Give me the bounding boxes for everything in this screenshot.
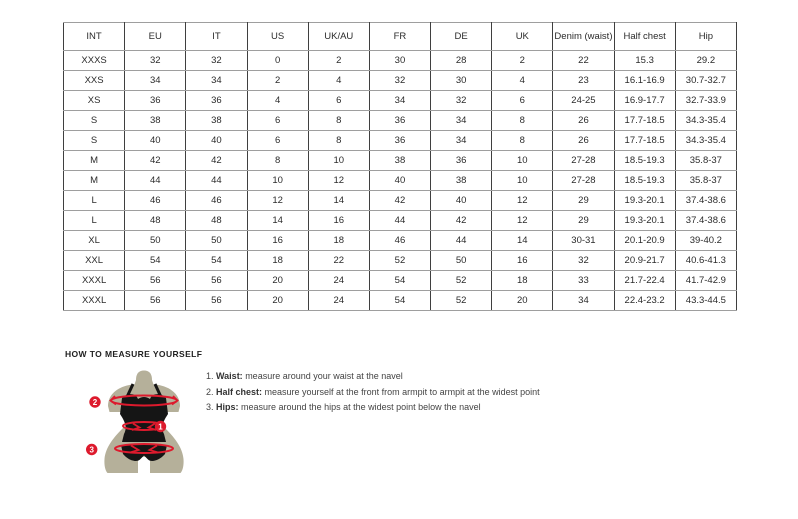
size-table-cell: 36 xyxy=(369,131,430,151)
measure-step-number: 2. xyxy=(206,386,217,397)
measure-step xyxy=(206,402,540,412)
size-table-cell: 40 xyxy=(431,191,492,211)
svg-text:2: 2 xyxy=(92,397,98,407)
size-table-cell: 42 xyxy=(125,151,186,171)
size-table-cell: XXL xyxy=(64,251,125,271)
size-table-row xyxy=(64,91,737,111)
measure-step xyxy=(206,371,540,381)
size-table-cell: 14 xyxy=(247,211,308,231)
size-table-cell: 52 xyxy=(431,271,492,291)
measurement-figure xyxy=(86,369,200,479)
size-table-cell: 6 xyxy=(492,91,553,111)
size-table-cell: 27-28 xyxy=(553,151,614,171)
size-table-cell: 34.3-35.4 xyxy=(675,131,736,151)
size-table-column-header: UK xyxy=(492,23,553,51)
size-table-cell: 42 xyxy=(186,151,247,171)
size-table-cell: 34 xyxy=(186,71,247,91)
size-table-row xyxy=(64,211,737,231)
size-table-column-header: IT xyxy=(186,23,247,51)
size-table-cell: 40 xyxy=(186,131,247,151)
size-table-cell: 21.7-22.4 xyxy=(614,271,675,291)
measure-step-term: Waist: xyxy=(216,371,243,381)
size-table-cell: 20.9-21.7 xyxy=(614,251,675,271)
size-table-row xyxy=(64,151,737,171)
size-table-cell: 16 xyxy=(492,251,553,271)
size-table-cell: 29.2 xyxy=(675,51,736,71)
size-table-cell: 8 xyxy=(247,151,308,171)
size-table-cell: 36 xyxy=(125,91,186,111)
size-table-cell: 12 xyxy=(308,171,369,191)
size-table-cell: 34 xyxy=(431,111,492,131)
size-conversion-table-container xyxy=(63,22,737,311)
size-table-column-header: DE xyxy=(431,23,492,51)
size-table-row xyxy=(64,251,737,271)
size-table-cell: 22 xyxy=(308,251,369,271)
badge-half-chest xyxy=(89,396,100,407)
size-table-cell: 14 xyxy=(308,191,369,211)
size-table-cell: 24 xyxy=(308,271,369,291)
size-table-header-row xyxy=(64,23,737,51)
size-table-cell: 32 xyxy=(369,71,430,91)
size-table-cell: 32 xyxy=(186,51,247,71)
size-table-cell: 32.7-33.9 xyxy=(675,91,736,111)
size-table-column-header: Hip xyxy=(675,23,736,51)
measure-step-term: Hips: xyxy=(216,402,239,412)
size-table-cell: 56 xyxy=(186,271,247,291)
size-table-cell: 17.7-18.5 xyxy=(614,131,675,151)
size-table-cell: 20.1-20.9 xyxy=(614,231,675,251)
size-table-cell: 46 xyxy=(186,191,247,211)
size-table-cell: 42 xyxy=(431,211,492,231)
size-table-cell: 4 xyxy=(492,71,553,91)
size-table-cell: S xyxy=(64,131,125,151)
size-table-cell: 6 xyxy=(247,111,308,131)
size-table-cell: 20 xyxy=(492,291,553,311)
size-table-cell: 2 xyxy=(247,71,308,91)
size-table-cell: 29 xyxy=(553,191,614,211)
size-table-cell: 24-25 xyxy=(553,91,614,111)
size-table-cell: 24 xyxy=(308,291,369,311)
size-table-cell: 32 xyxy=(553,251,614,271)
size-table-cell: 38 xyxy=(125,111,186,131)
size-table-cell: 54 xyxy=(369,271,430,291)
size-table-cell: 12 xyxy=(247,191,308,211)
size-table-cell: 6 xyxy=(308,91,369,111)
svg-text:1: 1 xyxy=(158,422,163,432)
size-table-cell: 50 xyxy=(431,251,492,271)
size-table-cell: XXXL xyxy=(64,271,125,291)
size-table-cell: 8 xyxy=(308,111,369,131)
size-table-row xyxy=(64,131,737,151)
size-conversion-table xyxy=(63,22,737,311)
size-table-cell: 44 xyxy=(431,231,492,251)
size-table-cell: 16.1-16.9 xyxy=(614,71,675,91)
size-table-cell: 34 xyxy=(553,291,614,311)
size-table-row xyxy=(64,191,737,211)
size-table-column-header: EU xyxy=(125,23,186,51)
size-table-cell: 34.3-35.4 xyxy=(675,111,736,131)
size-table-cell: 50 xyxy=(125,231,186,251)
size-table-cell: 34 xyxy=(369,91,430,111)
size-table-cell: 50 xyxy=(186,231,247,251)
size-table-cell: 35.8-37 xyxy=(675,171,736,191)
badge-hips xyxy=(86,444,97,455)
size-table-cell: 8 xyxy=(492,111,553,131)
size-table-cell: S xyxy=(64,111,125,131)
size-table-column-header: US xyxy=(247,23,308,51)
size-table-row xyxy=(64,231,737,251)
size-table-cell: 41.7-42.9 xyxy=(675,271,736,291)
size-table-cell: 54 xyxy=(125,251,186,271)
size-table-cell: 36 xyxy=(431,151,492,171)
size-table-cell: 4 xyxy=(247,91,308,111)
size-table-cell: XXXL xyxy=(64,291,125,311)
size-table-cell: 32 xyxy=(125,51,186,71)
size-table-cell: 12 xyxy=(492,191,553,211)
size-table-cell: 30-31 xyxy=(553,231,614,251)
size-table-cell: 15.3 xyxy=(614,51,675,71)
size-table-cell: 39-40.2 xyxy=(675,231,736,251)
size-table-cell: 16 xyxy=(308,211,369,231)
svg-text:3: 3 xyxy=(89,445,94,455)
size-table-cell: 22.4-23.2 xyxy=(614,291,675,311)
size-table-cell: 29 xyxy=(553,211,614,231)
size-table-cell: 6 xyxy=(247,131,308,151)
size-table-cell: 44 xyxy=(186,171,247,191)
size-table-cell: XS xyxy=(64,91,125,111)
size-table-cell: 40 xyxy=(369,171,430,191)
size-table-cell: 40.6-41.3 xyxy=(675,251,736,271)
badge-waist xyxy=(155,421,166,432)
measure-step-description: measure around the hips at the widest point below the navel xyxy=(238,402,481,412)
size-table-cell: 42 xyxy=(369,191,430,211)
size-table-cell: 10 xyxy=(492,171,553,191)
size-table-row xyxy=(64,71,737,91)
measure-steps-list xyxy=(206,371,540,412)
size-table-cell: 26 xyxy=(553,131,614,151)
size-table-cell: M xyxy=(64,171,125,191)
size-table-cell: 2 xyxy=(308,51,369,71)
size-table-column-header: FR xyxy=(369,23,430,51)
size-table-cell: 36 xyxy=(369,111,430,131)
size-table-cell: 17.7-18.5 xyxy=(614,111,675,131)
size-table-cell: 56 xyxy=(125,291,186,311)
size-table-cell: 44 xyxy=(125,171,186,191)
size-table-cell: 37.4-38.6 xyxy=(675,211,736,231)
measure-step-number: 1. xyxy=(206,371,217,381)
size-table-cell: 52 xyxy=(431,291,492,311)
size-table-cell: 16 xyxy=(247,231,308,251)
size-table-cell: L xyxy=(64,191,125,211)
size-table-cell: 20 xyxy=(247,291,308,311)
size-table-cell: 0 xyxy=(247,51,308,71)
size-table-cell: 8 xyxy=(492,131,553,151)
size-table-cell: 38 xyxy=(369,151,430,171)
size-table-cell: 56 xyxy=(125,271,186,291)
size-table-row xyxy=(64,271,737,291)
size-table-cell: M xyxy=(64,151,125,171)
size-table-column-header: Denim (waist) xyxy=(553,23,614,51)
size-table-cell: 12 xyxy=(492,211,553,231)
size-table-cell: 37.4-38.6 xyxy=(675,191,736,211)
size-table-cell: 46 xyxy=(369,231,430,251)
size-table-cell: 18.5-19.3 xyxy=(614,171,675,191)
measure-step-description: measure around your waist at the navel xyxy=(242,371,403,381)
size-table-cell: 30 xyxy=(369,51,430,71)
size-table-cell: 18 xyxy=(492,271,553,291)
size-table-row xyxy=(64,111,737,131)
size-table-cell: 10 xyxy=(492,151,553,171)
size-table-cell: L xyxy=(64,211,125,231)
size-table-row xyxy=(64,291,737,311)
size-table-cell: 18.5-19.3 xyxy=(614,151,675,171)
size-table-cell: 54 xyxy=(186,251,247,271)
size-table-cell: 10 xyxy=(247,171,308,191)
size-table-cell: 18 xyxy=(247,251,308,271)
size-table-header xyxy=(64,23,737,51)
size-table-cell: 40 xyxy=(125,131,186,151)
size-table-cell: 16.9-17.7 xyxy=(614,91,675,111)
size-table-cell: 2 xyxy=(492,51,553,71)
size-table-cell: 38 xyxy=(186,111,247,131)
size-table-cell: 4 xyxy=(308,71,369,91)
size-table-cell: 20 xyxy=(247,271,308,291)
size-table-cell: 10 xyxy=(308,151,369,171)
size-table-cell: XXS xyxy=(64,71,125,91)
size-table-cell: 19.3-20.1 xyxy=(614,211,675,231)
size-table-cell: 43.3-44.5 xyxy=(675,291,736,311)
size-table-cell: 19.3-20.1 xyxy=(614,191,675,211)
size-table-row xyxy=(64,51,737,71)
size-table-cell: 22 xyxy=(553,51,614,71)
size-table-cell: 26 xyxy=(553,111,614,131)
size-table-cell: XL xyxy=(64,231,125,251)
mannequin-illustration xyxy=(86,369,200,479)
size-table-row xyxy=(64,171,737,191)
measure-step-term: Half chest: xyxy=(216,386,263,397)
cami-bodice xyxy=(120,394,168,442)
size-table-column-header: UK/AU xyxy=(308,23,369,51)
size-table-cell: 18 xyxy=(308,231,369,251)
size-table-cell: 34 xyxy=(431,131,492,151)
size-table-cell: 14 xyxy=(492,231,553,251)
measure-step-number: 3. xyxy=(206,402,217,412)
size-table-cell: 52 xyxy=(369,251,430,271)
size-table-cell: 23 xyxy=(553,71,614,91)
size-table-cell: 8 xyxy=(308,131,369,151)
size-table-cell: 34 xyxy=(125,71,186,91)
size-table-cell: XXXS xyxy=(64,51,125,71)
size-table-cell: 30 xyxy=(431,71,492,91)
size-table-cell: 36 xyxy=(186,91,247,111)
size-table-body xyxy=(64,51,737,311)
size-table-column-header: INT xyxy=(64,23,125,51)
size-table-cell: 30.7-32.7 xyxy=(675,71,736,91)
measure-section-heading: HOW TO MEASURE YOURSELF xyxy=(65,349,203,359)
size-table-cell: 46 xyxy=(125,191,186,211)
size-table-cell: 27-28 xyxy=(553,171,614,191)
size-table-cell: 32 xyxy=(431,91,492,111)
size-table-column-header: Half chest xyxy=(614,23,675,51)
size-table-cell: 48 xyxy=(125,211,186,231)
size-table-cell: 48 xyxy=(186,211,247,231)
measure-step-description: measure yourself at the front from armpit to armpit at the widest point xyxy=(262,386,540,397)
size-table-cell: 44 xyxy=(369,211,430,231)
size-table-cell: 28 xyxy=(431,51,492,71)
size-table-cell: 33 xyxy=(553,271,614,291)
size-table-cell: 56 xyxy=(186,291,247,311)
size-table-cell: 35.8-37 xyxy=(675,151,736,171)
measure-step xyxy=(206,387,540,397)
size-table-cell: 38 xyxy=(431,171,492,191)
size-table-cell: 54 xyxy=(369,291,430,311)
